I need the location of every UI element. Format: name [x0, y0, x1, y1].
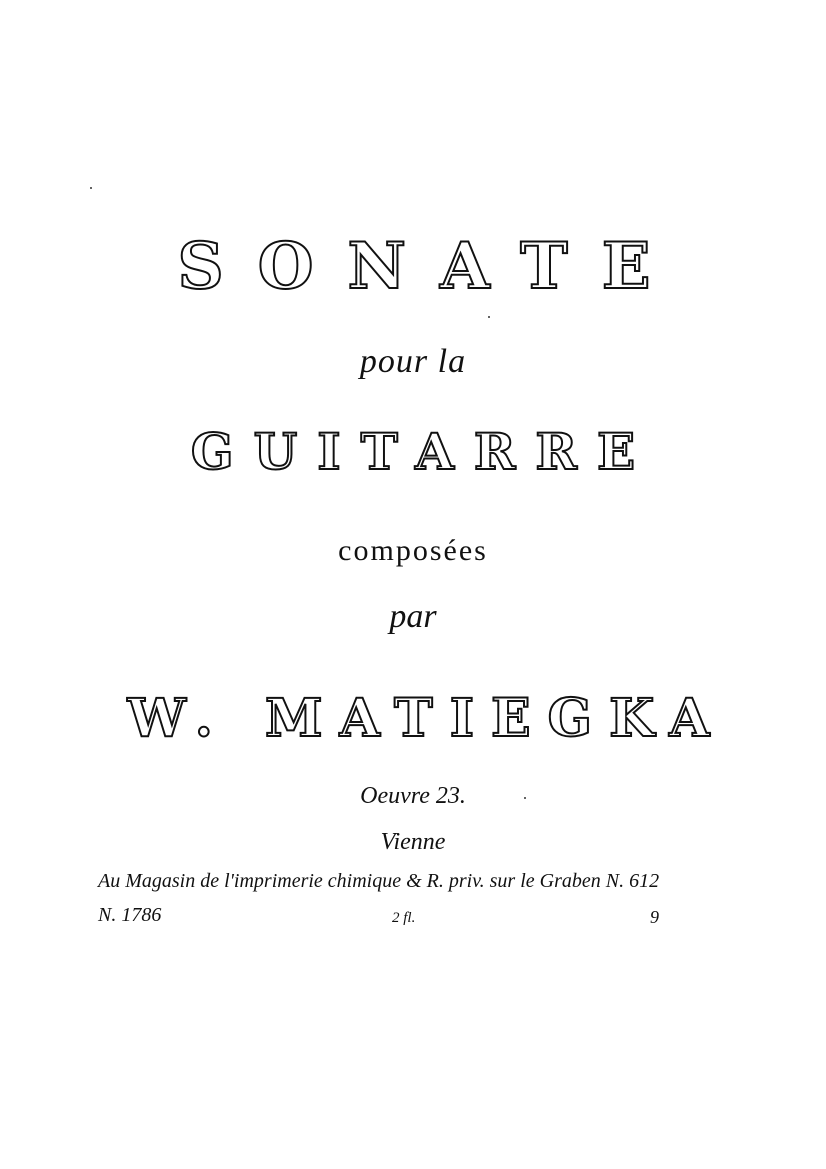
by-line: par	[389, 598, 437, 635]
ink-speck	[524, 797, 526, 799]
publication-city: Vienne	[380, 829, 446, 855]
plate-number: N. 1786	[98, 904, 162, 926]
instrument-title: GUITARRE	[190, 422, 656, 481]
work-title: SONATE	[177, 229, 685, 304]
price-mark: 2 fl.	[392, 910, 416, 926]
ink-speck	[90, 187, 92, 189]
subtitle-pour-la: pour la	[359, 343, 467, 380]
composer-name: W. MATIEGKA	[127, 688, 727, 749]
opus-number: Oeuvre 23.	[360, 783, 466, 809]
publisher-line: Au Magasin de l'imprimerie chimique & R. priv. sur le Graben N. 612	[98, 870, 660, 892]
ink-speck	[488, 316, 490, 318]
composed-line: composées	[338, 534, 488, 567]
page-mark: 9	[650, 907, 659, 927]
